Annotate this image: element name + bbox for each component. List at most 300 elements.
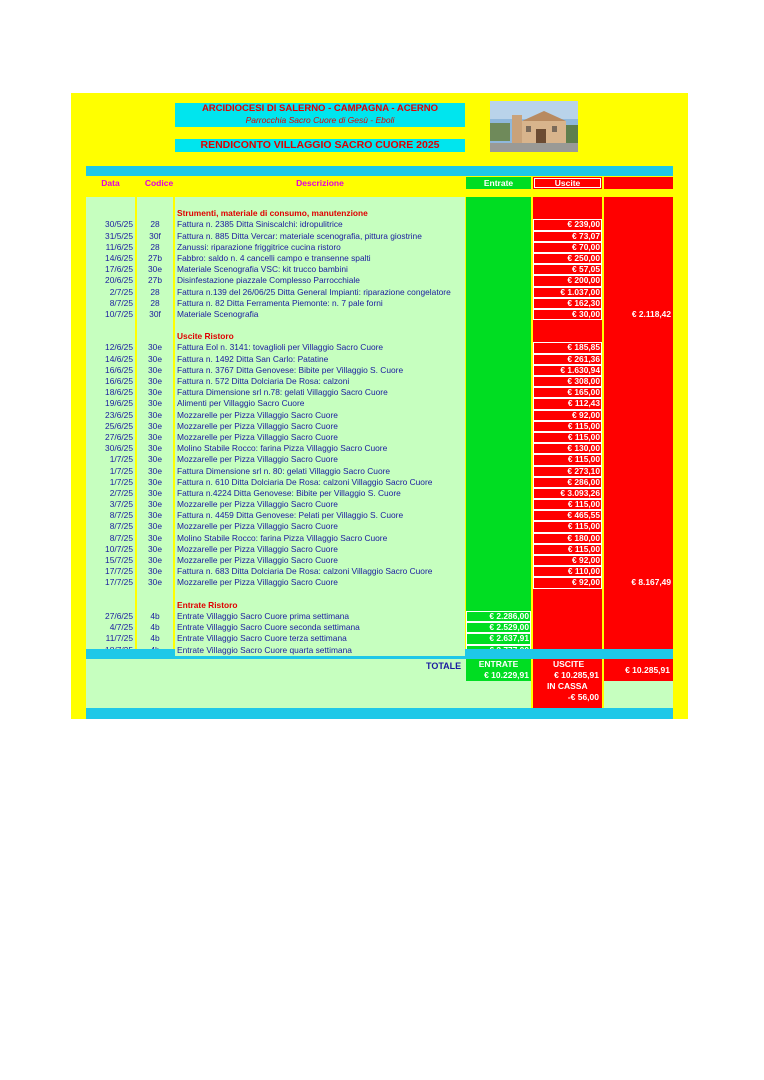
cell-description: Alimenti per Villaggio Sacro Cuore [175, 398, 465, 409]
cell-entrate: € 2.286,00 [466, 611, 531, 622]
table-row [86, 231, 673, 242]
cell-description: Fattura n. 3767 Ditta Genovese: Bibite per Villaggio S. Cuore [175, 365, 465, 376]
cell-entrate [466, 354, 531, 365]
cell-uscite [533, 600, 602, 611]
cell-code: 30e [137, 521, 173, 532]
cell-uscite [533, 611, 602, 622]
cell-code: 4b [137, 633, 173, 644]
cell-total: € 8.167,49 [604, 577, 673, 588]
top-band [86, 166, 673, 176]
cell-code: 30e [137, 410, 173, 421]
cell-description: Mozzarelle per Pizza Villaggio Sacro Cuore [175, 521, 465, 532]
cell-description: Molino Stabile Rocco: farina Pizza Villaggio Sacro Cuore [175, 533, 465, 544]
table-row [86, 533, 673, 544]
totals-filler [604, 681, 673, 708]
cell-description: Molino Stabile Rocco: farina Pizza Villaggio Sacro Cuore [175, 443, 465, 454]
cell-total [604, 342, 673, 353]
cell-code: 30e [137, 488, 173, 499]
cell-uscite: € 465,55 [533, 510, 602, 521]
cell-date [86, 600, 135, 611]
section-header-row [86, 208, 673, 219]
table-row [86, 253, 673, 264]
totals-uscite [533, 659, 602, 708]
cell-uscite: € 165,00 [533, 387, 602, 398]
cell-description: Fattura Dimensione srl n.78: gelati Villaggio Sacro Cuore [175, 387, 465, 398]
cell-entrate [466, 432, 531, 443]
cell-date: 20/6/25 [86, 275, 135, 286]
column-header-codice: Codice [144, 178, 174, 188]
parish-name: Parrocchia Sacro Cuore di Gesù - Eboli [245, 115, 395, 125]
cell-entrate [466, 197, 531, 208]
cell-date [86, 208, 135, 219]
cell-description: Entrate Villaggio Sacro Cuore quarta settimana [175, 645, 465, 656]
bottom-band [86, 708, 673, 719]
column-header-entrate: Entrate [466, 177, 531, 189]
cell-date: 12/6/25 [86, 342, 135, 353]
table-row [86, 410, 673, 421]
cell-code: 30e [137, 387, 173, 398]
cell-uscite: € 73,07 [533, 231, 602, 242]
totals-uscite-total: € 10.285,91 [604, 659, 673, 681]
cell-date: 23/6/25 [86, 410, 135, 421]
cell-date: 1/7/25 [86, 466, 135, 477]
cell-code: 30e [137, 342, 173, 353]
cell-code: 30e [137, 466, 173, 477]
cell-date: 8/7/25 [86, 521, 135, 532]
cell-description: Fattura Eol n. 3141: tovaglioli per Villaggio Sacro Cuore [175, 342, 465, 353]
cell-code: 30e [137, 398, 173, 409]
cell-total [604, 242, 673, 253]
cell-code: 28 [137, 219, 173, 230]
table-row [86, 521, 673, 532]
cell-uscite: € 115,00 [533, 521, 602, 532]
blank-row [86, 197, 673, 208]
table-row [86, 242, 673, 253]
table-row [86, 298, 673, 309]
cell-date [86, 331, 135, 342]
cell-date: 8/7/25 [86, 510, 135, 521]
cell-uscite: € 273,10 [533, 466, 602, 477]
cell-uscite: € 115,00 [533, 432, 602, 443]
cell-total [604, 622, 673, 633]
cell-code: 28 [137, 287, 173, 298]
table-row [86, 309, 673, 320]
table-row [86, 454, 673, 465]
cell-code [137, 589, 173, 600]
cell-total [604, 510, 673, 521]
cell-uscite: € 112,43 [533, 398, 602, 409]
cell-uscite: € 308,00 [533, 376, 602, 387]
cell-code: 30e [137, 566, 173, 577]
cell-total [604, 521, 673, 532]
cell-description: Mozzarelle per Pizza Villaggio Sacro Cuore [175, 499, 465, 510]
totals-entrate-value: € 10.229,91 [484, 670, 529, 680]
cell-entrate [466, 342, 531, 353]
cell-code: 30e [137, 499, 173, 510]
cell-uscite [533, 633, 602, 644]
table-row [86, 622, 673, 633]
cell-code [137, 600, 173, 611]
cell-code [137, 331, 173, 342]
column-header-data: Data [101, 178, 120, 188]
blank-row [86, 320, 673, 331]
cell-code: 30f [137, 231, 173, 242]
table-row [86, 555, 673, 566]
cell-description: Fattura n.139 del 26/06/25 Ditta General Impianti: riparazione congelatore [175, 287, 465, 298]
cell-code: 30e [137, 443, 173, 454]
cell-date: 1/7/25 [86, 454, 135, 465]
cell-description: Fattura n. 885 Ditta Vercar: materiale scenografia, pittura giostrine [175, 231, 465, 242]
cell-total [604, 320, 673, 331]
cell-uscite: € 115,00 [533, 544, 602, 555]
cell-date: 17/6/25 [86, 264, 135, 275]
cell-date: 30/5/25 [86, 219, 135, 230]
totals-uscite-label: USCITE [553, 659, 585, 669]
cell-description [175, 589, 465, 600]
cell-date: 31/5/25 [86, 231, 135, 242]
cell-code: 30e [137, 577, 173, 588]
table-row [86, 443, 673, 454]
cell-date: 10/7/25 [86, 309, 135, 320]
cell-entrate [466, 421, 531, 432]
column-header-totals [604, 177, 673, 189]
cell-entrate [466, 600, 531, 611]
cell-entrate [466, 208, 531, 219]
cell-entrate: € 2.637,91 [466, 633, 531, 644]
cell-code: 30e [137, 555, 173, 566]
table-row [86, 398, 673, 409]
cell-entrate [466, 275, 531, 286]
report-sheet [71, 93, 688, 719]
totals-block [86, 659, 673, 708]
cell-entrate [466, 398, 531, 409]
cell-code: 30e [137, 354, 173, 365]
cell-entrate [466, 242, 531, 253]
cell-uscite: € 92,00 [533, 410, 602, 421]
cell-uscite: € 239,00 [533, 219, 602, 230]
cell-description: Fattura n. 4459 Ditta Genovese: Pelati per Villaggio S. Cuore [175, 510, 465, 521]
cell-uscite: € 70,00 [533, 242, 602, 253]
cell-date: 14/6/25 [86, 354, 135, 365]
table-row [86, 488, 673, 499]
table-row [86, 365, 673, 376]
cell-total [604, 410, 673, 421]
table-row [86, 387, 673, 398]
cell-total [604, 443, 673, 454]
cell-entrate [466, 298, 531, 309]
cell-code: 28 [137, 242, 173, 253]
cell-entrate [466, 477, 531, 488]
cell-date: 19/6/25 [86, 398, 135, 409]
cell-uscite: € 286,00 [533, 477, 602, 488]
totals-entrate-label: ENTRATE [478, 659, 519, 669]
cell-date: 16/6/25 [86, 365, 135, 376]
cell-uscite [533, 589, 602, 600]
cell-description: Fattura n. 82 Ditta Ferramenta Piemonte: n. 7 pale forni [175, 298, 465, 309]
cell-description: Fabbro: saldo n. 4 cancelli campo e transenne spalti [175, 253, 465, 264]
cell-uscite [533, 622, 602, 633]
cell-uscite [533, 331, 602, 342]
cell-entrate [466, 443, 531, 454]
table-row [86, 611, 673, 622]
cell-entrate [466, 488, 531, 499]
cell-date: 17/7/25 [86, 566, 135, 577]
cell-entrate [466, 365, 531, 376]
cell-uscite: € 92,00 [533, 555, 602, 566]
cell-entrate: € 2.529,00 [466, 622, 531, 633]
totals-background [86, 659, 466, 708]
cell-description: Zanussi: riparazione friggitrice cucina ristoro [175, 242, 465, 253]
cell-date: 15/7/25 [86, 555, 135, 566]
totals-uscite-value: € 10.285,91 [554, 670, 599, 680]
cell-total [604, 264, 673, 275]
cell-date: 30/6/25 [86, 443, 135, 454]
cell-code: 30e [137, 421, 173, 432]
cell-entrate [466, 309, 531, 320]
cell-total [604, 633, 673, 644]
report-title: RENDICONTO VILLAGGIO SACRO CUORE 2025 [175, 139, 465, 152]
cell-entrate [466, 533, 531, 544]
cell-date: 2/7/25 [86, 287, 135, 298]
cell-date: 25/6/25 [86, 421, 135, 432]
cell-entrate [466, 544, 531, 555]
cell-total [604, 499, 673, 510]
cell-date: 8/7/25 [86, 533, 135, 544]
cell-entrate [466, 287, 531, 298]
cell-description: Entrate Ristoro [175, 600, 465, 611]
cell-code: 30e [137, 264, 173, 275]
cell-entrate [466, 454, 531, 465]
cell-total [604, 555, 673, 566]
cell-uscite: € 180,00 [533, 533, 602, 544]
cell-description: Mozzarelle per Pizza Villaggio Sacro Cuore [175, 544, 465, 555]
cell-uscite: € 92,00 [533, 577, 602, 588]
cell-entrate [466, 410, 531, 421]
cell-total [604, 466, 673, 477]
cell-description: Materiale Scenografia VSC: kit trucco bambini [175, 264, 465, 275]
cell-uscite: € 115,00 [533, 421, 602, 432]
cell-date: 27/6/25 [86, 611, 135, 622]
table-row [86, 510, 673, 521]
cell-total [604, 454, 673, 465]
table-row [86, 287, 673, 298]
table-row [86, 219, 673, 230]
cell-description: Fattura n.4224 Ditta Genovese: Bibite per Villaggio S. Cuore [175, 488, 465, 499]
table-row [86, 499, 673, 510]
cell-entrate [466, 320, 531, 331]
cell-uscite: € 162,30 [533, 298, 602, 309]
cell-date: 4/7/25 [86, 622, 135, 633]
cell-code: 30e [137, 477, 173, 488]
cell-date: 10/7/25 [86, 544, 135, 555]
cell-entrate [466, 589, 531, 600]
table-row [86, 566, 673, 577]
cell-description: Entrate Villaggio Sacro Cuore prima settimana [175, 611, 465, 622]
cell-total [604, 387, 673, 398]
cell-description: Disinfestazione piazzale Complesso Parrocchiale [175, 275, 465, 286]
table-row [86, 342, 673, 353]
cell-entrate [466, 499, 531, 510]
cell-uscite [533, 320, 602, 331]
cell-description: Mozzarelle per Pizza Villaggio Sacro Cuore [175, 410, 465, 421]
cell-code: 30e [137, 376, 173, 387]
cell-code: 4b [137, 611, 173, 622]
cell-entrate [466, 253, 531, 264]
cell-total [604, 589, 673, 600]
cell-description: Fattura n. 1492 Ditta San Carlo: Patatine [175, 354, 465, 365]
cell-date: 16/6/25 [86, 376, 135, 387]
cell-description: Fattura Dimensione srl n. 80: gelati Villaggio Sacro Cuore [175, 466, 465, 477]
cell-code: 30e [137, 365, 173, 376]
cell-entrate [466, 387, 531, 398]
cell-date: 11/7/25 [86, 633, 135, 644]
cell-date: 14/6/25 [86, 253, 135, 264]
cell-uscite: € 1.037,00 [533, 287, 602, 298]
cell-code: 27b [137, 275, 173, 286]
cell-entrate [466, 231, 531, 242]
section-header-row [86, 600, 673, 611]
cell-description: Mozzarelle per Pizza Villaggio Sacro Cuore [175, 577, 465, 588]
diocese-header [175, 103, 465, 127]
cell-total [604, 533, 673, 544]
blank-row [86, 589, 673, 600]
cell-code: 30e [137, 544, 173, 555]
cell-total [604, 287, 673, 298]
cell-description: Fattura n. 572 Ditta Dolciaria De Rosa: calzoni [175, 376, 465, 387]
totals-entrate [466, 659, 531, 681]
cell-total [604, 365, 673, 376]
cell-date: 2/7/25 [86, 488, 135, 499]
cell-entrate [466, 510, 531, 521]
church-photo [490, 101, 578, 152]
cassa-label: IN CASSA [547, 681, 588, 691]
cell-total [604, 600, 673, 611]
cell-uscite: € 3.093,26 [533, 488, 602, 499]
cell-uscite: € 115,00 [533, 454, 602, 465]
table-row [86, 376, 673, 387]
cell-date [86, 320, 135, 331]
cell-uscite: € 200,00 [533, 275, 602, 286]
cell-uscite: € 130,00 [533, 443, 602, 454]
cell-entrate [466, 566, 531, 577]
cell-date: 1/7/25 [86, 477, 135, 488]
cell-description [175, 320, 465, 331]
cell-entrate [466, 521, 531, 532]
cell-total [604, 611, 673, 622]
cell-total [604, 231, 673, 242]
cell-description: Uscite Ristoro [175, 331, 465, 342]
cell-date: 8/7/25 [86, 298, 135, 309]
cell-code [137, 208, 173, 219]
table-row [86, 275, 673, 286]
cell-code: 4b [137, 622, 173, 633]
cell-uscite: € 185,85 [533, 342, 602, 353]
cell-code: 30f [137, 309, 173, 320]
cell-uscite: € 110,00 [533, 566, 602, 577]
cell-description: Mozzarelle per Pizza Villaggio Sacro Cuore [175, 432, 465, 443]
cell-total [604, 354, 673, 365]
cell-description: Entrate Villaggio Sacro Cuore terza settimana [175, 633, 465, 644]
cell-entrate [466, 376, 531, 387]
cell-code [137, 197, 173, 208]
cell-uscite [533, 208, 602, 219]
cell-total [604, 421, 673, 432]
table-row [86, 577, 673, 588]
cell-uscite: € 1.630,94 [533, 365, 602, 376]
cell-total [604, 398, 673, 409]
cell-description: Strumenti, materiale di consumo, manutenzione [175, 208, 465, 219]
cell-uscite: € 250,00 [533, 253, 602, 264]
table-row [86, 354, 673, 365]
cell-uscite: € 115,00 [533, 499, 602, 510]
table-row [86, 421, 673, 432]
ledger-table [86, 197, 673, 656]
cell-uscite: € 57,05 [533, 264, 602, 275]
cell-code [137, 320, 173, 331]
cell-total [604, 477, 673, 488]
table-row [86, 633, 673, 644]
table-row [86, 466, 673, 477]
cell-total [604, 566, 673, 577]
diocese-name: ARCIDIOCESI DI SALERNO - CAMPAGNA - ACERNO [201, 103, 439, 114]
cell-total [604, 376, 673, 387]
cell-date: 17/7/25 [86, 577, 135, 588]
cell-description: Mozzarelle per Pizza Villaggio Sacro Cuore [175, 555, 465, 566]
cell-total [604, 544, 673, 555]
cell-code: 28 [137, 298, 173, 309]
cell-entrate [466, 219, 531, 230]
cell-uscite: € 261,36 [533, 354, 602, 365]
cell-uscite [533, 197, 602, 208]
cell-total [604, 197, 673, 208]
cell-total [604, 219, 673, 230]
cell-code: 30e [137, 454, 173, 465]
cell-date: 11/6/25 [86, 242, 135, 253]
column-header-descrizione: Descrizione [296, 178, 344, 188]
cell-total [604, 275, 673, 286]
cell-entrate [466, 555, 531, 566]
cell-date: 27/6/25 [86, 432, 135, 443]
totals-label: TOTALE [426, 661, 462, 671]
cell-description [175, 197, 465, 208]
table-row [86, 264, 673, 275]
column-header-uscite: Uscite [533, 177, 602, 189]
cell-total [604, 253, 673, 264]
cell-code: 30e [137, 432, 173, 443]
cassa-value: -€ 56,00 [567, 692, 599, 702]
cell-entrate [466, 466, 531, 477]
cell-total [604, 432, 673, 443]
cell-description: Fattura n. 610 Ditta Dolciaria De Rosa: calzoni Villaggio Sacro Cuore [175, 477, 465, 488]
cell-date [86, 589, 135, 600]
cell-uscite: € 30,00 [533, 309, 602, 320]
cell-description: Entrate Villaggio Sacro Cuore seconda settimana [175, 622, 465, 633]
cell-total [604, 331, 673, 342]
table-row [86, 477, 673, 488]
cell-date: 18/6/25 [86, 387, 135, 398]
cell-description: Mozzarelle per Pizza Villaggio Sacro Cuore [175, 454, 465, 465]
column-header-row [86, 177, 673, 190]
cell-code: 30e [137, 533, 173, 544]
cell-description: Fattura n. 2385 Ditta Siniscalchi: idropulitrice [175, 219, 465, 230]
cell-date: 3/7/25 [86, 499, 135, 510]
section-header-row [86, 331, 673, 342]
cell-code: 27b [137, 253, 173, 264]
cell-date [86, 197, 135, 208]
table-row [86, 544, 673, 555]
cell-total [604, 208, 673, 219]
cell-entrate [466, 264, 531, 275]
